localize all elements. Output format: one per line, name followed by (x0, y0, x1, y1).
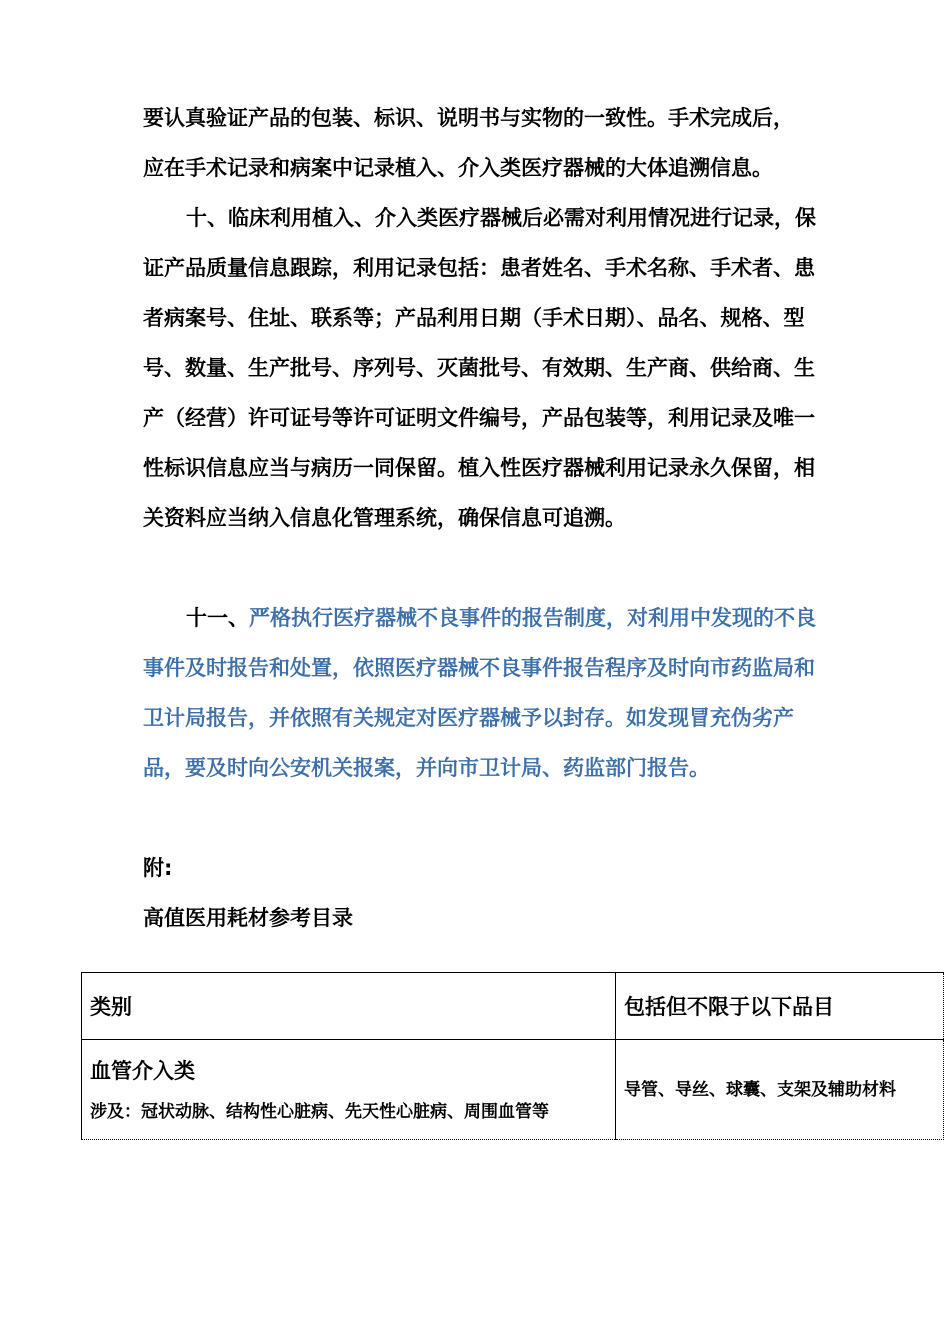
table-header-row (82, 973, 944, 1040)
category-title: 血管介入类 (90, 1058, 195, 1083)
items-text: 导管、导丝、球囊、支架及辅助材料 (624, 1079, 896, 1100)
continued-paragraph (143, 93, 825, 193)
appendix-label-text: 附: (143, 856, 173, 880)
category-cell (82, 1040, 616, 1140)
header-items-cell: 包括但不限于以下品目 (616, 973, 944, 1040)
paragraph-ten (143, 193, 825, 543)
header-category-cell: 类别 (82, 973, 616, 1040)
appendix-label (143, 843, 825, 893)
paragraph-eleven (143, 593, 825, 793)
continued-line-1: 要认真验证产品的包装、标识、说明书与实物的一致性。手术完成后， (143, 106, 794, 130)
appendix-title (143, 893, 825, 943)
continued-line-2: 应在手术记录和病案中记录植入、介入类医疗器械的大体追溯信息。 (143, 156, 773, 180)
paragraph-ten-text: 十、临床利用植入、介入类医疗器械后必需对利用情况进行记录，保证产品质量信息跟踪，利用记录包括：患者姓名、手术名称、手术者、患者病案号、住址、联系等；产品利用日期（手术日期）、品名、规格、型号、数量、生产批号、序列号、灭菌批号、有效期、生产商、供给商、生产（经营）许可证号等许可证明文件编号，产品包装等，利用记录及唯一性标识信息应当与病历一同保留。植入性医疗器械利用记录永久保留，相关资料应当纳入信息化管理系统，确保信息可追溯。 (143, 206, 816, 530)
appendix-title-text: 高值医用耗材参考目录 (143, 906, 353, 930)
paragraph-eleven-text (143, 593, 825, 793)
catalog-table (81, 972, 944, 1140)
category-scope: 涉及：冠状动脉、结构性心脏病、先天性心脏病、周围血管等 (90, 1101, 549, 1122)
table-row (82, 1040, 944, 1140)
paragraph-eleven-prefix: 十一、 (186, 606, 249, 630)
items-cell (616, 1040, 944, 1140)
paragraph-eleven-body: 严格执行医疗器械不良事件的报告制度，对利用中发现的不良事件及时报告和处置，依照医疗器械不良事件报告程序及时向市药监局和卫计局报告，并依照有关规定对医疗器械予以封存。如发现冒充伪劣产品，要及时向公安机关报案，并向市卫计局、药监部门报告。 (143, 606, 816, 780)
catalog-table-container (81, 972, 943, 1140)
